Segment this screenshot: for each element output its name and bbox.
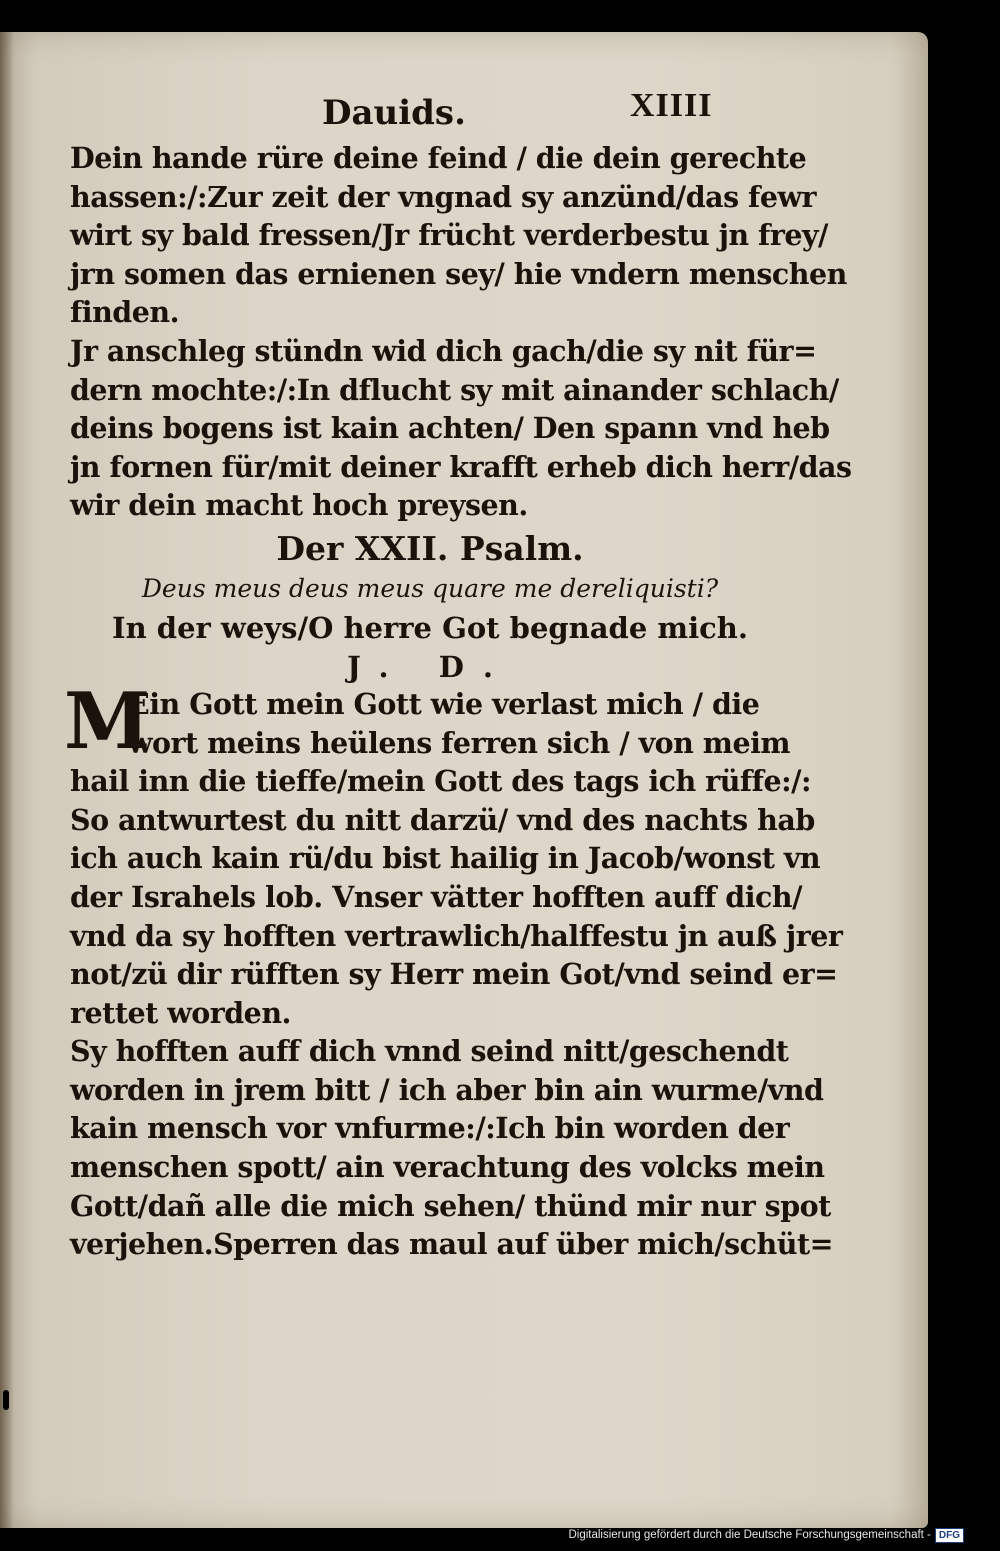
tune-indication: In der weys/O herre Got begnade mich. <box>112 610 748 645</box>
latin-incipit: Deus meus deus meus quare me dereliquisti? <box>141 573 719 603</box>
dfg-logo-icon: DFG <box>935 1528 964 1543</box>
text-line: vnd da sy hofften vertrawlich/halffestu jn auß jrer <box>70 918 843 953</box>
text-line: Jr anschleg stündn wid dich gach/die sy nit für= <box>70 333 817 368</box>
folio-number: XIIII <box>630 87 713 124</box>
text-line: hassen:/:Zur zeit der vngnad sy anzünd/das fewr <box>70 179 816 214</box>
dropcap-initial: M <box>64 675 151 767</box>
text-line: der Israhels lob. Vnser vätter hofften auff dich/ <box>70 879 803 914</box>
text-line: wort meins heülens ferren sich / von meim <box>128 725 791 760</box>
page-text <box>64 87 852 1264</box>
page-header <box>70 87 790 139</box>
footer-credit: Digitalisierung gefördert durch die Deutsche Forschungsgemeinschaft - <box>568 1529 931 1541</box>
text-line: deins bogens ist kain achten/ Den spann vnd heb <box>70 411 830 446</box>
text-line: finden. <box>70 295 180 330</box>
text-line: rettet worden. <box>70 995 291 1030</box>
stanza-block-bottom <box>64 675 843 1264</box>
text-line: Gott/dañ alle die mich sehen/ thünd mir nur spot <box>70 1188 831 1223</box>
running-title: Dauids. <box>322 93 466 133</box>
text-line: So antwurtest du nitt darzü/ vnd des nachts hab <box>70 802 815 837</box>
author-initials: J. D. <box>347 649 513 684</box>
stanza-block-top <box>70 139 852 525</box>
gutter-shadow <box>0 32 14 1528</box>
dropcap-wrapper <box>64 675 791 767</box>
text-line: menschen spott/ ain verachtung des volcks mein <box>70 1150 825 1185</box>
digitization-footer <box>568 1525 964 1545</box>
ink-mark <box>3 1390 9 1410</box>
text-line: Dein hande rüre deine feind / die dein gerechte <box>70 141 807 175</box>
text-line: verjehen.Sperren das maul auf über mich/schüt= <box>70 1227 833 1262</box>
text-line: jrn somen das ernienen sey/ hie vndern menschen <box>70 256 847 291</box>
text-line: Sy hofften auff dich vnnd seind nitt/geschendt <box>70 1034 789 1069</box>
text-line: not/zü dir rüfften sy Herr mein Got/vnd seind er= <box>70 957 838 992</box>
text-line: ich auch kain rü/du bist hailig in Jacob/wonst vn <box>70 841 821 876</box>
text-line: worden in jrem bitt / ich aber bin ain wurme/vnd <box>70 1072 824 1107</box>
text-line: Ein Gott mein Gott wie verlast mich / die <box>128 686 760 721</box>
text-line: dern mochte:/:In dflucht sy mit ainander schlach/ <box>70 372 839 407</box>
book-page <box>0 32 928 1528</box>
text-line: wirt sy bald fressen/Jr frücht verderbestu jn frey/ <box>70 218 828 253</box>
text-line: hail inn die tieffe/mein Gott des tags ich rüffe:/: <box>70 764 812 799</box>
text-line: kain mensch vor vnfurme:/:Ich bin worden der <box>70 1111 790 1146</box>
psalm-title: Der XXII. Psalm. <box>276 528 584 568</box>
text-line: jn fornen für/mit deiner krafft erheb dich herr/das <box>70 449 852 484</box>
text-line: wir dein macht hoch preysen. <box>70 488 528 523</box>
